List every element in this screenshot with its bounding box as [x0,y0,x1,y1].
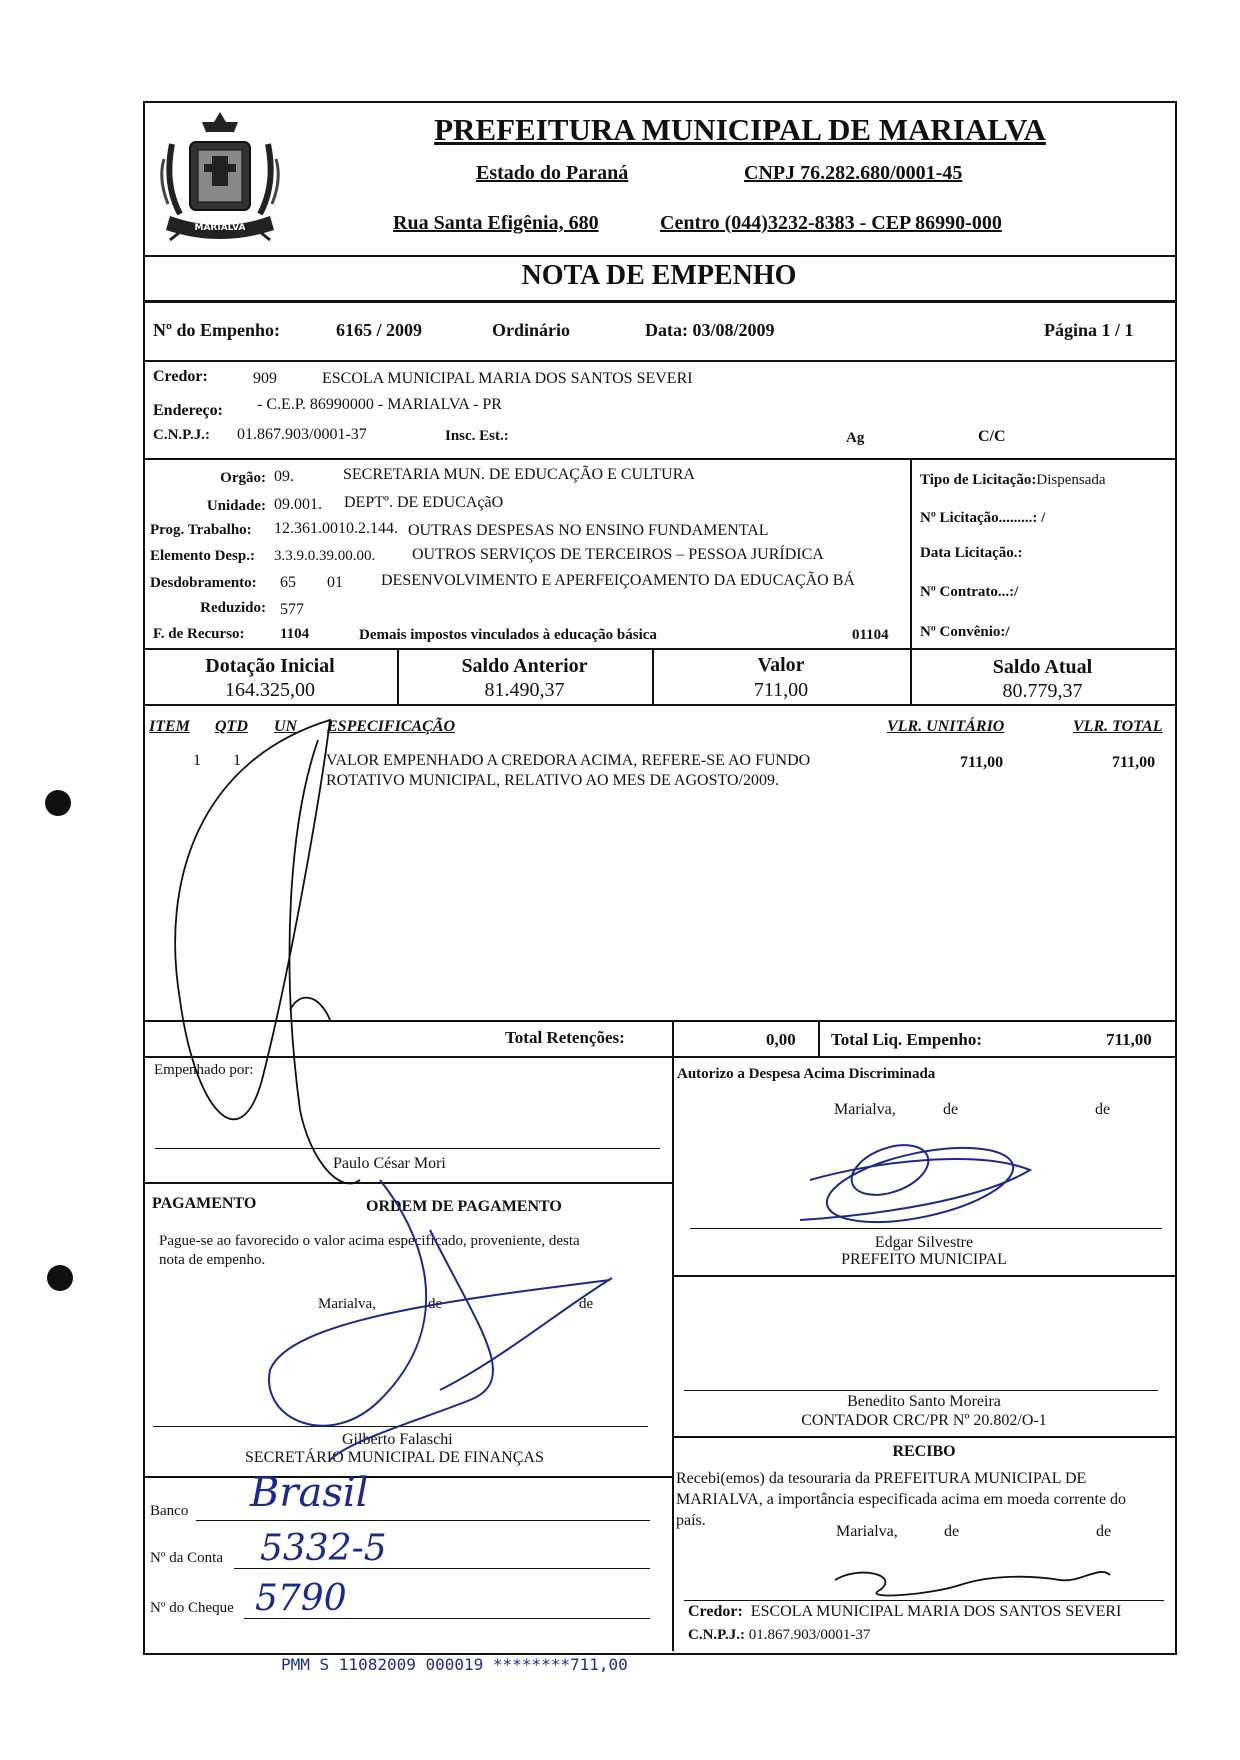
unidade-label: Unidade: [206,498,266,514]
unidade-name: DEPTº. DE EDUCAçãO [344,494,504,511]
credor-cnpj: 01.867.903/0001-37 [237,426,367,443]
recibo-de-1: de [944,1523,960,1540]
banco-label: Banco [150,1503,189,1519]
item-qtd: 1 [233,752,241,769]
data-licitacao: Data Licitação.: [920,545,1023,561]
recurso-label: F. de Recurso: [153,626,245,642]
credor-name: ESCOLA MUNICIPAL MARIA DOS SANTOS SEVERI [322,370,693,387]
pagamento-de-2: de [579,1296,594,1312]
contador-name: Benedito Santo Moreira [847,1393,1001,1410]
valor-label: Valor [757,654,805,676]
autorizo-de-1: de [943,1101,959,1118]
elemento-label: Elemento Desp.: [150,548,255,564]
recibo-cnpj: C.N.P.J.: 01.867.903/0001-37 [688,1627,871,1643]
pagamento-text-line-2: nota de empenho. [159,1252,266,1268]
numero-contrato: Nº Contrato...:/ [920,584,1019,600]
desdobramento-code-1: 65 [280,574,296,591]
contador-title: CONTADOR CRC/PR Nº 20.802/O-1 [801,1412,1047,1429]
recibo-credor: Credor: ESCOLA MUNICIPAL MARIA DOS SANTOS SEVERI [688,1603,1122,1620]
empenhado-por-name: Paulo César Mori [333,1155,446,1172]
document-title: NOTA DE EMPENHO [521,260,797,291]
autorizo-de-2: de [1095,1101,1111,1118]
ordem-pagamento-label: ORDEM DE PAGAMENTO [366,1198,562,1215]
total-liq-label: Total Liq. Empenho: [831,1030,982,1049]
saldo-atual-label: Saldo Atual [992,656,1093,678]
desdobramento-label: Desdobramento: [150,575,257,591]
autorizo-city: Marialva, [834,1101,896,1118]
prefeito-name: Edgar Silvestre [874,1234,974,1251]
recurso-name: Demais impostos vinculados à educação básica [359,627,657,643]
page-title: PREFEITURA MUNICIPAL DE MARIALVA [434,112,1046,147]
recibo-text-line-2: MARIALVA, a importância especificada acima em moeda corrente do [676,1491,1127,1508]
punch-hole [45,790,71,816]
empenho-type: Ordinário [492,320,571,340]
autorizo-label: Autorizo a Despesa Acima Discriminada [677,1066,936,1082]
prefeito-title: PREFEITO MUNICIPAL [841,1251,1007,1268]
recurso-code: 1104 [280,626,310,642]
cheque-label: Nº do Cheque [150,1600,234,1616]
signature-gilberto-2 [330,1230,493,1460]
tipo-licitacao: Tipo de Licitação:Dispensada [920,472,1106,488]
payment-stamp: PMM S 11082009 000019 ********711,00 [281,1655,628,1674]
col-un: UN [274,718,298,735]
signature-recibo [835,1572,1110,1596]
recibo-title: RECIBO [892,1443,956,1460]
signature-paulo-stroke [290,740,360,1184]
col-vlr-unitario: VLR. UNITÁRIO [887,718,1005,735]
credor-label: Credor: [153,368,208,385]
item-spec-line-2: ROTATIVO MUNICIPAL, RELATIVO AO MES DE AGOSTO/2009. [326,772,779,789]
conta-label: Nº da Conta [150,1550,223,1566]
empenho-number-label: Nº do Empenho: [153,320,280,340]
numero-convenio: Nº Convênio:/ [920,624,1010,640]
secretario-title: SECRETÁRIO MUNICIPAL DE FINANÇAS [245,1449,544,1466]
item-number: 1 [193,752,201,769]
signature-paulo-hook [290,998,330,1020]
retencoes-label: Total Retenções: [505,1028,625,1047]
dotacao-inicial-value: 164.325,00 [225,679,315,701]
cnpj-label: CNPJ 76.282.680/0001-45 [744,162,963,184]
conta-value: 5332-5 [260,1528,387,1569]
saldo-anterior-label: Saldo Anterior [461,655,588,677]
pagamento-label: PAGAMENTO [152,1195,257,1212]
pagamento-de-1: de [428,1296,443,1312]
reduzido-label: Reduzido: [200,600,266,616]
numero-licitacao: Nº Licitação.........: / [920,510,1046,526]
insc-est-label: Insc. Est.: [445,428,509,444]
elemento-name: OUTROS SERVIÇOS DE TERCEIROS – PESSOA JURÍDICA [412,546,824,563]
prog-name: OUTRAS DESPESAS NO ENSINO FUNDAMENTAL [408,522,769,539]
empenho-number: 6165 / 2009 [336,320,423,340]
empenhado-por-label: Empenhado por: [154,1062,254,1078]
secretario-name: Gilberto Falaschi [342,1431,453,1448]
recibo-text-line-1: Recebi(emos) da tesouraria da PREFEITURA MUNICIPAL DE [676,1470,1087,1487]
pagamento-text-line-1: Pague-se ao favorecido o valor acima especificado, proveniente, desta [159,1233,580,1249]
ag-label: Ag [846,430,865,446]
col-qtd: QTD [215,718,248,735]
saldo-anterior-value: 81.490,37 [484,679,565,701]
reduzido-value: 577 [280,601,304,618]
prog-code: 12.361.0010.2.144. [274,520,398,537]
credor-address: - C.E.P. 86990000 - MARIALVA - PR [257,396,502,413]
orgao-code: 09. [274,468,294,485]
signature-edgar-inner [845,1136,935,1205]
item-vlr-total: 711,00 [1112,754,1156,771]
total-liq-value: 711,00 [1106,1030,1152,1049]
recibo-text-line-3: país. [676,1512,706,1529]
contact-label: Centro (044)3232-8383 - CEP 86990-000 [660,212,1002,234]
valor-value: 711,00 [753,679,809,701]
col-especificacao: ESPECIFICAÇÃO [327,718,456,735]
signature-gilberto-1 [269,1180,610,1426]
elemento-code: 3.3.9.0.39.00.00. [274,548,376,564]
retencoes-value: 0,00 [766,1030,796,1049]
item-spec-line-1: VALOR EMPENHADO A CREDORA ACIMA, REFERE-SE AO FUNDO [326,752,811,769]
orgao-label: Orgão: [220,470,266,486]
orgao-name: SECRETARIA MUN. DE EDUCAÇÃO E CULTURA [343,466,695,483]
prog-label: Prog. Trabalho: [150,522,252,538]
dotacao-inicial-label: Dotação Inicial [205,655,335,677]
endereco-label: Endereço: [153,402,223,419]
desdobramento-name: DESENVOLVIMENTO E APERFEIÇOAMENTO DA EDUCAÇÃO BÁ [381,572,855,589]
item-vlr-unitario: 711,00 [960,754,1004,771]
recibo-de-2: de [1096,1523,1112,1540]
signature-gilberto-3 [440,1278,612,1390]
saldo-atual-value: 80.779,37 [1002,680,1083,702]
pagamento-city: Marialva, [318,1296,376,1312]
punch-hole [47,1265,73,1291]
desdobramento-code-2: 01 [327,574,343,591]
cc-label: C/C [978,428,1006,445]
svg-text:MARIALVA: MARIALVA [194,223,246,233]
page-number: Página 1 / 1 [1044,320,1134,340]
banco-value: Brasil [250,1470,369,1516]
col-item: ITEM [149,718,190,735]
empenho-date: Data: 03/08/2009 [645,320,775,340]
recibo-city: Marialva, [836,1523,898,1540]
cheque-value: 5790 [255,1578,347,1619]
recurso-code-2: 01104 [852,627,889,643]
credor-code: 909 [253,370,277,387]
cnpj-credor-label: C.N.P.J.: [153,427,210,443]
estado-label: Estado do Paraná [476,162,629,184]
unidade-code: 09.001. [274,496,322,513]
address-label: Rua Santa Efigênia, 680 [393,212,599,234]
col-vlr-total: VLR. TOTAL [1073,718,1163,735]
